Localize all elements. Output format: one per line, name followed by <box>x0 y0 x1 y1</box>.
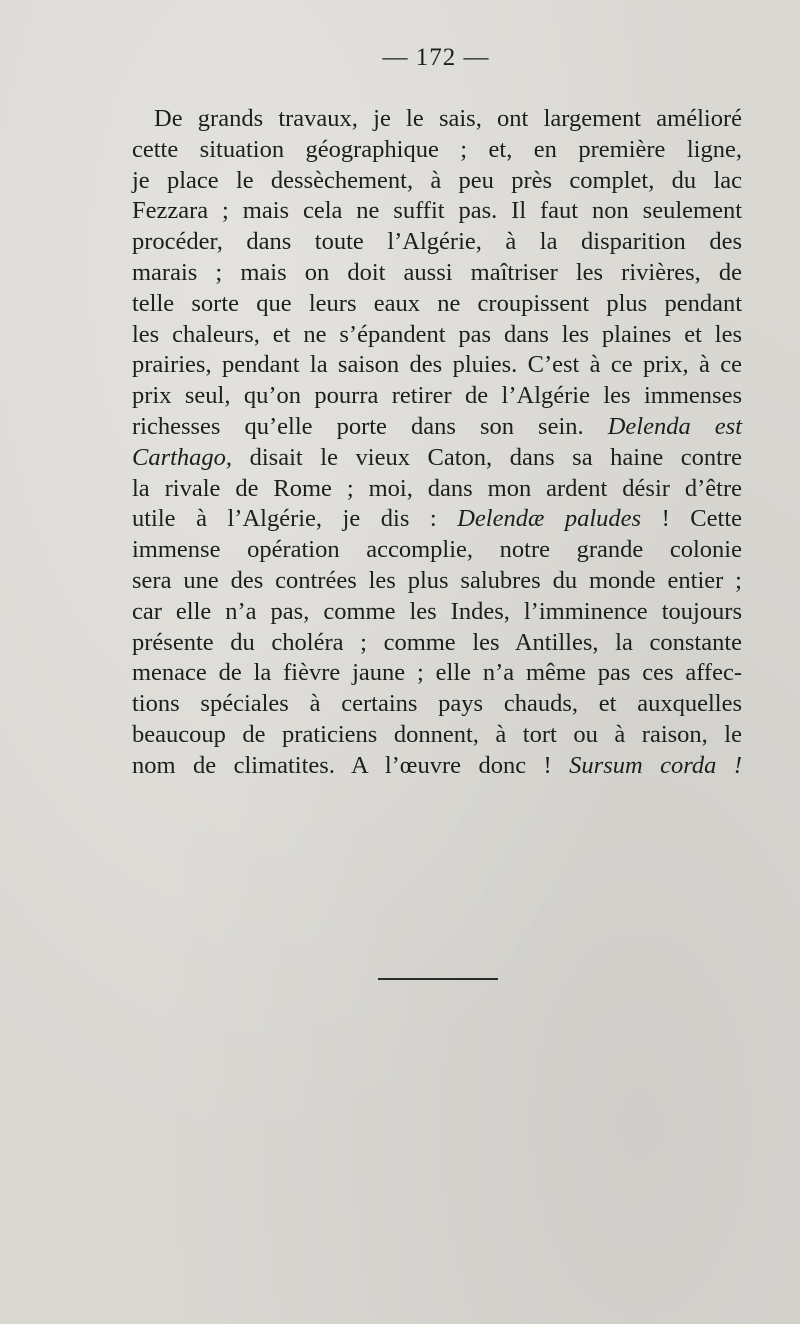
text-line <box>132 227 742 258</box>
text-segment: je place le dessèchement, à peu près complet, du lac <box>132 166 742 194</box>
text-segment: De grands travaux, je le sais, ont largement amélioré <box>154 105 742 132</box>
text-line <box>132 658 742 689</box>
end-rule <box>378 978 498 980</box>
text-segment: immense opération accomplie, notre grande colonie <box>132 536 742 564</box>
text-line <box>132 443 742 474</box>
text-line <box>132 535 742 566</box>
text-line <box>132 135 742 166</box>
text-line <box>132 350 742 381</box>
text-line <box>132 720 742 751</box>
text-line <box>132 289 742 320</box>
text-line <box>132 628 742 659</box>
text-segment: les chaleurs, et ne s’épandent pas dans les plaines et les <box>132 320 742 348</box>
text-segment: procéder, dans toute l’Algérie, à la disparition des <box>132 228 742 256</box>
text-segment: la rivale de Rome ; moi, dans mon ardent désir d’être <box>132 474 742 502</box>
text-line <box>132 504 742 535</box>
text-line <box>132 566 742 597</box>
text-line <box>132 474 742 505</box>
text-line <box>132 412 742 443</box>
text-segment: Fezzara ; mais cela ne suffit pas. Il faut non seulement <box>132 197 742 225</box>
body-paragraph <box>132 104 742 782</box>
text-line <box>132 166 742 197</box>
text-segment: utile à l’Algérie, je dis : <box>132 505 458 533</box>
text-segment: sera une des contrées les plus salubres du monde entier ; <box>132 566 742 594</box>
text-line <box>132 689 742 720</box>
italic-phrase: Sursum corda ! <box>569 751 742 779</box>
italic-phrase: Delenda est <box>607 412 742 440</box>
italic-phrase: Delendæ paludes <box>457 505 642 533</box>
text-segment: car elle n’a pas, comme les Indes, l’imminence toujours <box>132 597 742 625</box>
text-segment: nom de climatites. A l’œuvre donc ! <box>132 751 570 779</box>
italic-phrase: Carthago, <box>132 443 233 471</box>
text-segment: prix seul, qu’on pourra retirer de l’Algérie les immenses <box>132 382 742 410</box>
text-segment: cette situation géographique ; et, en première ligne, <box>132 135 742 163</box>
text-segment: disait le vieux Caton, dans sa haine contre <box>232 443 742 471</box>
text-segment: ! Cette <box>641 505 742 533</box>
text-segment: telle sorte que leurs eaux ne croupissent plus pendant <box>132 289 742 317</box>
text-line <box>132 381 742 412</box>
text-segment: menace de la fièvre jaune ; elle n’a même pas ces affec- <box>132 659 742 687</box>
text-segment: tions spéciales à certains pays chauds, et auxquelles <box>132 690 742 718</box>
text-line <box>132 258 742 289</box>
text-line <box>132 320 742 351</box>
text-segment: marais ; mais on doit aussi maîtriser les rivières, de <box>132 258 742 286</box>
text-line <box>132 751 742 782</box>
text-segment: prairies, pendant la saison des pluies. C’est à ce prix, à ce <box>132 351 742 379</box>
text-segment: beaucoup de praticiens donnent, à tort ou à raison, le <box>132 720 742 748</box>
text-segment: richesses qu’elle porte dans son sein. <box>132 412 608 440</box>
text-segment: présente du choléra ; comme les Antilles, la constante <box>132 628 742 656</box>
page-number: — 172 — <box>382 44 490 71</box>
text-line <box>132 196 742 227</box>
text-line <box>132 597 742 628</box>
text-line <box>132 104 742 135</box>
